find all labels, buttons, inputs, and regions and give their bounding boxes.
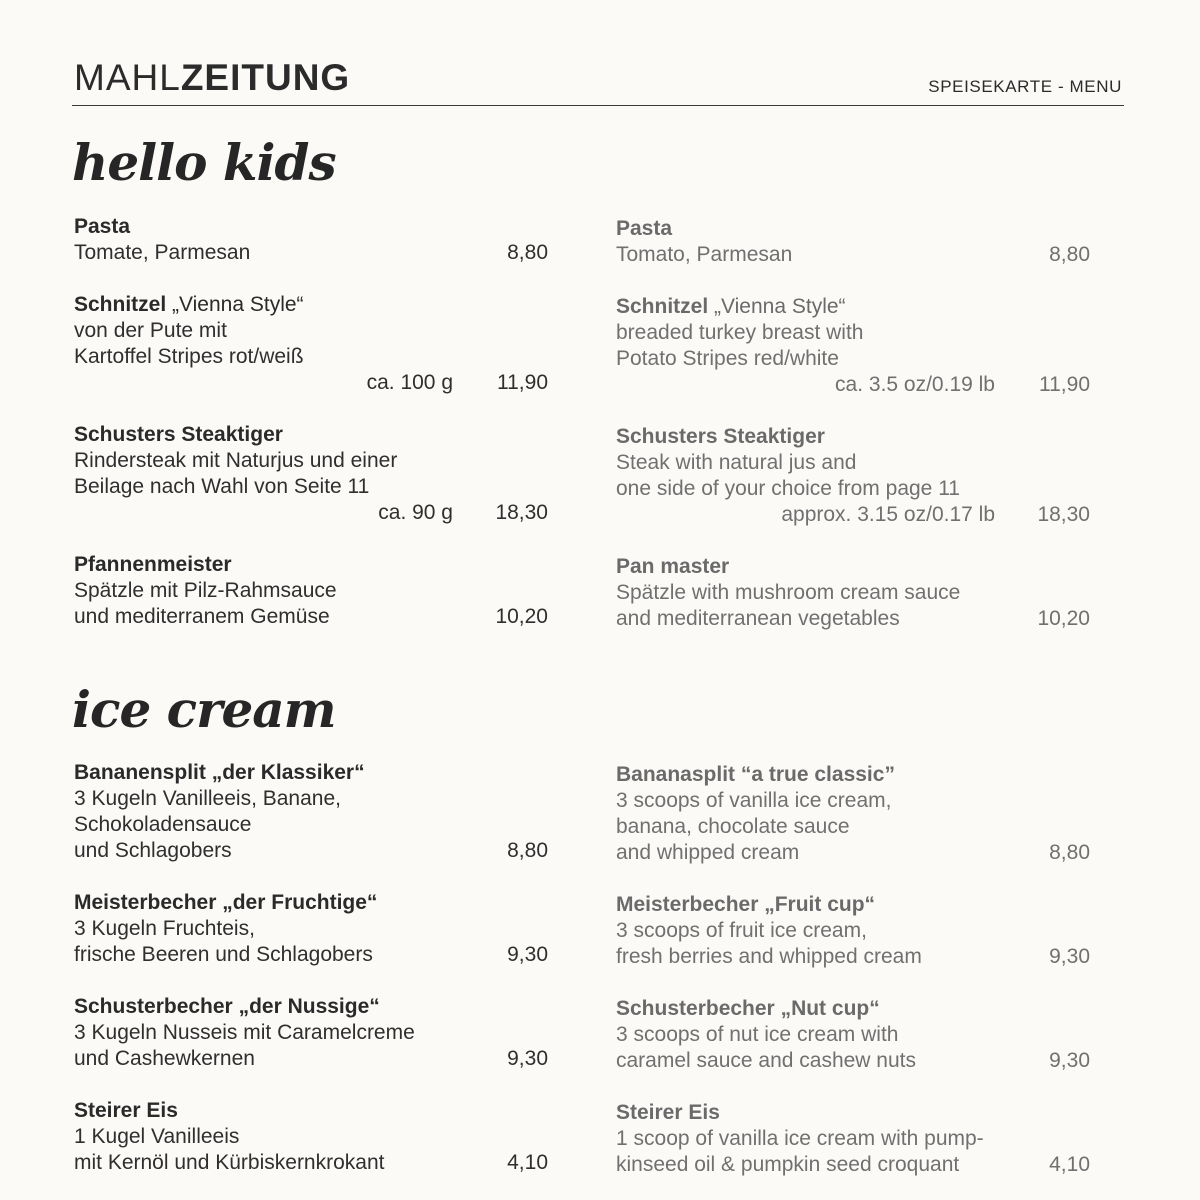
item-description-text: Potato Stripes red/white — [616, 347, 839, 370]
item-description-line — [74, 474, 548, 500]
item-price: 9,30 — [1049, 1049, 1090, 1072]
item-name-suffix: „Vienna Style“ — [166, 293, 304, 316]
brand-bold: ZEITUNG — [180, 57, 351, 98]
item-price: 10,20 — [1037, 607, 1090, 630]
item-name — [616, 1100, 1090, 1126]
item-price: 8,80 — [1049, 243, 1090, 266]
menu-item — [74, 890, 548, 968]
menu-item — [74, 1098, 548, 1176]
item-description-line — [74, 344, 548, 370]
item-price: 8,80 — [507, 241, 548, 264]
item-name-text: Meisterbecher „Fruit cup“ — [616, 893, 876, 916]
item-description-text: and whipped cream — [616, 841, 800, 864]
item-description-text: caramel sauce and cashew nuts — [616, 1049, 916, 1072]
item-description-line — [616, 1152, 1090, 1178]
item-description-text: fresh berries and whipped cream — [616, 945, 922, 968]
item-description-text: und Schlagobers — [74, 839, 232, 862]
item-name — [74, 552, 548, 578]
item-price: 18,30 — [495, 501, 548, 524]
item-name-text: Schusterbecher „der Nussige“ — [74, 995, 380, 1018]
item-description-line — [616, 788, 1090, 814]
item-description-line — [74, 916, 548, 942]
brand-logo — [74, 58, 350, 98]
item-description-line — [616, 944, 1090, 970]
item-description-line — [616, 450, 1090, 476]
menu-label: SPEISEKARTE - MENU — [928, 77, 1122, 96]
menu-item — [74, 994, 548, 1072]
item-description-text: and mediterranean vegetables — [616, 607, 900, 630]
item-name-text: Pasta — [74, 215, 131, 238]
page-header — [72, 56, 1124, 106]
item-name — [74, 422, 548, 448]
item-name — [74, 760, 548, 786]
item-weight-line — [74, 500, 548, 526]
item-description-text: Schokoladensauce — [74, 813, 252, 836]
item-description-line — [616, 1126, 1090, 1152]
item-description-text: Tomate, Parmesan — [74, 241, 251, 264]
item-price: 9,30 — [507, 943, 548, 966]
item-price: 18,30 — [1037, 503, 1090, 526]
item-description-line — [74, 578, 548, 604]
menu-item — [616, 762, 1090, 866]
item-description-text: 3 scoops of fruit ice cream, — [616, 919, 867, 942]
item-description-text: Tomato, Parmesan — [616, 243, 793, 266]
item-description-line — [616, 606, 1090, 632]
item-weight: approx. 3.15 oz/0.17 lb — [781, 503, 995, 526]
section-title-ice-cream: ice cream — [72, 680, 336, 739]
item-name — [74, 1098, 548, 1124]
item-description-line — [74, 838, 548, 864]
item-description-text: Kartoffel Stripes rot/weiß — [74, 345, 304, 368]
item-name — [74, 890, 548, 916]
item-price: 11,90 — [1039, 373, 1090, 396]
item-description-text: frische Beeren und Schlagobers — [74, 943, 373, 966]
item-weight-line — [74, 370, 548, 396]
item-name-text: Schnitzel — [616, 295, 709, 318]
item-description-line — [616, 1048, 1090, 1074]
item-description-line — [74, 448, 548, 474]
item-price: 11,90 — [497, 371, 548, 394]
item-description-text: Spätzle with mushroom cream sauce — [616, 581, 961, 604]
item-description-text: mit Kernöl und Kürbiskernkrokant — [74, 1151, 385, 1174]
item-description-line — [74, 1046, 548, 1072]
menu-item — [74, 422, 548, 526]
item-description-text: 1 Kugel Vanilleeis — [74, 1125, 240, 1148]
item-price: 9,30 — [507, 1047, 548, 1070]
menu-item — [616, 424, 1090, 528]
item-price: 8,80 — [507, 839, 548, 862]
menu-item — [74, 214, 548, 266]
menu-item — [616, 554, 1090, 632]
item-description-line — [616, 320, 1090, 346]
item-description-text: 3 scoops of vanilla ice cream, — [616, 789, 892, 812]
item-name — [616, 762, 1090, 788]
item-name-text: Schusters Steaktiger — [616, 425, 825, 448]
item-description-text: kinseed oil & pumpkin seed croquant — [616, 1153, 960, 1176]
item-description-line — [616, 476, 1090, 502]
item-description-text: banana, chocolate sauce — [616, 815, 850, 838]
item-price: 10,20 — [495, 605, 548, 628]
menu-item — [616, 216, 1090, 268]
item-price: 9,30 — [1049, 945, 1090, 968]
item-name — [616, 554, 1090, 580]
item-name-text: Bananensplit „der Klassiker“ — [74, 761, 365, 784]
item-name-text: Meisterbecher „der Fruchtige“ — [74, 891, 378, 914]
item-description-line — [74, 318, 548, 344]
item-price: 4,10 — [507, 1151, 548, 1174]
item-description-text: Rindersteak mit Naturjus und einer — [74, 449, 398, 472]
item-weight: ca. 3.5 oz/0.19 lb — [835, 373, 995, 396]
item-name-text: Schusters Steaktiger — [74, 423, 283, 446]
item-description-line — [74, 812, 548, 838]
item-description-text: Steak with natural jus and — [616, 451, 857, 474]
item-description-text: Beilage nach Wahl von Seite 11 — [74, 475, 370, 498]
item-name-text: Schusterbecher „Nut cup“ — [616, 997, 880, 1020]
item-name-text: Pasta — [616, 217, 673, 240]
item-description-text: 3 Kugeln Nusseis mit Caramelcreme — [74, 1021, 415, 1044]
menu-item — [616, 1100, 1090, 1178]
item-description-text: 3 Kugeln Fruchteis, — [74, 917, 255, 940]
menu-item — [616, 294, 1090, 398]
item-description-line — [616, 918, 1090, 944]
item-weight: ca. 100 g — [366, 371, 453, 394]
item-description-text: 3 scoops of nut ice cream with — [616, 1023, 899, 1046]
item-name-text: Steirer Eis — [74, 1099, 178, 1122]
item-price: 8,80 — [1049, 841, 1090, 864]
menu-item — [74, 552, 548, 630]
menu-item — [616, 996, 1090, 1074]
item-description-line — [74, 1020, 548, 1046]
item-name-text: Schnitzel — [74, 293, 167, 316]
item-name-suffix: „Vienna Style“ — [708, 295, 846, 318]
item-description-line — [616, 1022, 1090, 1048]
menu-item — [74, 760, 548, 864]
item-description-line — [616, 814, 1090, 840]
item-description-text: und mediterranem Gemüse — [74, 605, 330, 628]
item-name — [616, 996, 1090, 1022]
item-description-text: und Cashewkernen — [74, 1047, 255, 1070]
item-description-line — [616, 346, 1090, 372]
item-description-text: Spätzle mit Pilz-Rahmsauce — [74, 579, 337, 602]
item-description-line — [74, 1150, 548, 1176]
menu-item — [616, 892, 1090, 970]
item-name-text: Pfannenmeister — [74, 553, 232, 576]
item-description-text: 3 Kugeln Vanilleeis, Banane, — [74, 787, 341, 810]
item-name-text: Steirer Eis — [616, 1101, 720, 1124]
item-description-line — [616, 242, 1090, 268]
item-description-text: von der Pute mit — [74, 319, 227, 342]
item-name-text: Bananasplit “a true classic” — [616, 763, 895, 786]
item-price: 4,10 — [1049, 1153, 1090, 1176]
item-description-text: one side of your choice from page 11 — [616, 477, 960, 500]
item-description-line — [74, 240, 548, 266]
section-title-kids: hello kids — [72, 133, 336, 192]
item-name — [74, 292, 548, 318]
item-description-text: 1 scoop of vanilla ice cream with pump- — [616, 1127, 984, 1150]
item-name — [74, 214, 548, 240]
brand-light: MAHL — [74, 57, 181, 98]
item-description-line — [616, 580, 1090, 606]
item-name — [616, 216, 1090, 242]
item-name — [616, 294, 1090, 320]
menu-item — [74, 292, 548, 396]
item-weight-line — [616, 502, 1090, 528]
item-weight: ca. 90 g — [378, 501, 453, 524]
item-description-line — [74, 942, 548, 968]
item-description-line — [74, 1124, 548, 1150]
item-description-line — [74, 786, 548, 812]
item-description-text: breaded turkey breast with — [616, 321, 864, 344]
item-weight-line — [616, 372, 1090, 398]
item-name — [616, 892, 1090, 918]
item-name — [616, 424, 1090, 450]
item-description-line — [616, 840, 1090, 866]
item-name — [74, 994, 548, 1020]
item-name-text: Pan master — [616, 555, 730, 578]
item-description-line — [74, 604, 548, 630]
